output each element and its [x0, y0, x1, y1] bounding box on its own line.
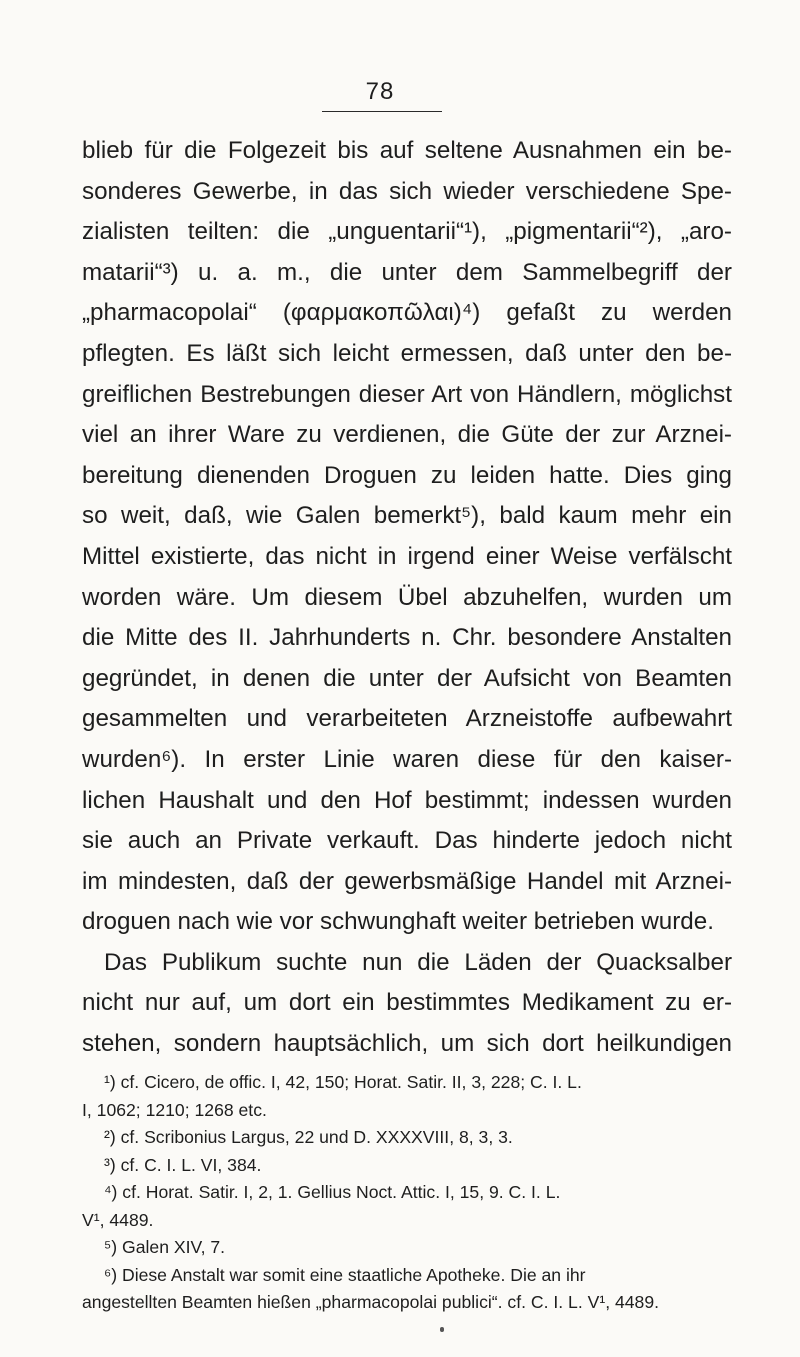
body-line: sonderes Gewerbe, in das sich wieder verschiedene Spe-: [82, 177, 732, 205]
footnote-line: angestellten Beamten hießen „pharmacopolai publici“. cf. C. I. L. V¹, 4489.: [82, 1292, 659, 1312]
body-line: worden wäre. Um diesem Übel abzuhelfen, wurden um: [82, 583, 732, 611]
footnote-line: ⁵) Galen XIV, 7.: [104, 1237, 226, 1257]
body-line: so weit, daß, wie Galen bemerkt⁵), bald kaum mehr ein: [82, 502, 732, 530]
footnote-line: V¹, 4489.: [82, 1209, 154, 1230]
body-line: Mittel existierte, das nicht in irgend einer Weise verfälscht: [82, 542, 732, 570]
body-line: lichen Haushalt und den Hof bestimmt; indessen wurden: [82, 786, 732, 814]
page-number-rule: [322, 111, 442, 112]
body-line: bereitung dienenden Droguen zu leiden hatte. Dies ging: [82, 461, 732, 489]
page-number: 78: [365, 78, 395, 105]
body-line: sie auch an Private verkauft. Das hinderte jedoch nicht: [82, 827, 732, 855]
footnote-line: I, 1062; 1210; 1268 etc.: [82, 1099, 267, 1120]
footnote-line: ³) cf. C. I. L. VI, 384.: [104, 1154, 262, 1175]
body-line: die Mitte des II. Jahrhunderts n. Chr. besondere Anstalten: [82, 624, 732, 652]
footnote-line: ¹) cf. Cicero, de offic. I, 42, 150; Horat. Satir. II, 3, 228; C. I. L.: [104, 1072, 582, 1092]
body-text: [82, 131, 732, 1065]
footnote-line: ⁶) Diese Anstalt war somit eine staatliche Apotheke. Die an ihr: [104, 1264, 586, 1285]
body-line: „pharmacopolai“ (φαρμακοπῶλαι)⁴) gefaßt zu werden: [82, 299, 732, 327]
body-line: stehen, sondern hauptsächlich, um sich dort heilkundigen: [82, 1030, 732, 1058]
body-line: matarii“³) u. a. m., die unter dem Sammelbegriff der: [82, 258, 732, 286]
body-line: zialisten teilten: die „unguentarii“¹), „pigmentarii“²), „aro-: [82, 218, 732, 246]
body-line: nicht nur auf, um dort ein bestimmtes Medikament zu er-: [82, 989, 732, 1017]
body-line: im mindesten, daß der gewerbsmäßige Handel mit Arznei-: [82, 867, 732, 895]
body-line: viel an ihrer Ware zu verdienen, die Güte der zur Arznei-: [82, 421, 732, 449]
body-line: droguen nach wie vor schwunghaft weiter betrieben wurde.: [82, 908, 714, 936]
body-line: wurden⁶). In erster Linie waren diese für den kaiser-: [82, 745, 732, 773]
body-line: Das Publikum suchte nun die Läden der Quacksalber: [104, 948, 732, 976]
body-line: pflegten. Es läßt sich leicht ermessen, daß unter den be-: [82, 339, 732, 367]
body-line: gegründet, in denen die unter der Aufsicht von Beamten: [82, 664, 732, 692]
footnotes: [82, 1069, 732, 1317]
footnote-line: ²) cf. Scribonius Largus, 22 und D. XXXXVIII, 8, 3, 3.: [104, 1127, 513, 1147]
body-line: blieb für die Folgezeit bis auf seltene Ausnahmen ein be-: [82, 137, 732, 164]
footnote-line: ⁴) cf. Horat. Satir. I, 2, 1. Gellius Noct. Attic. I, 15, 9. C. I. L.: [104, 1182, 561, 1202]
body-line: greiflichen Bestrebungen dieser Art von Händlern, möglichst: [82, 380, 732, 408]
print-speck: [440, 1327, 444, 1332]
body-line: gesammelten und verarbeiteten Arzneistoffe aufbewahrt: [82, 705, 732, 733]
